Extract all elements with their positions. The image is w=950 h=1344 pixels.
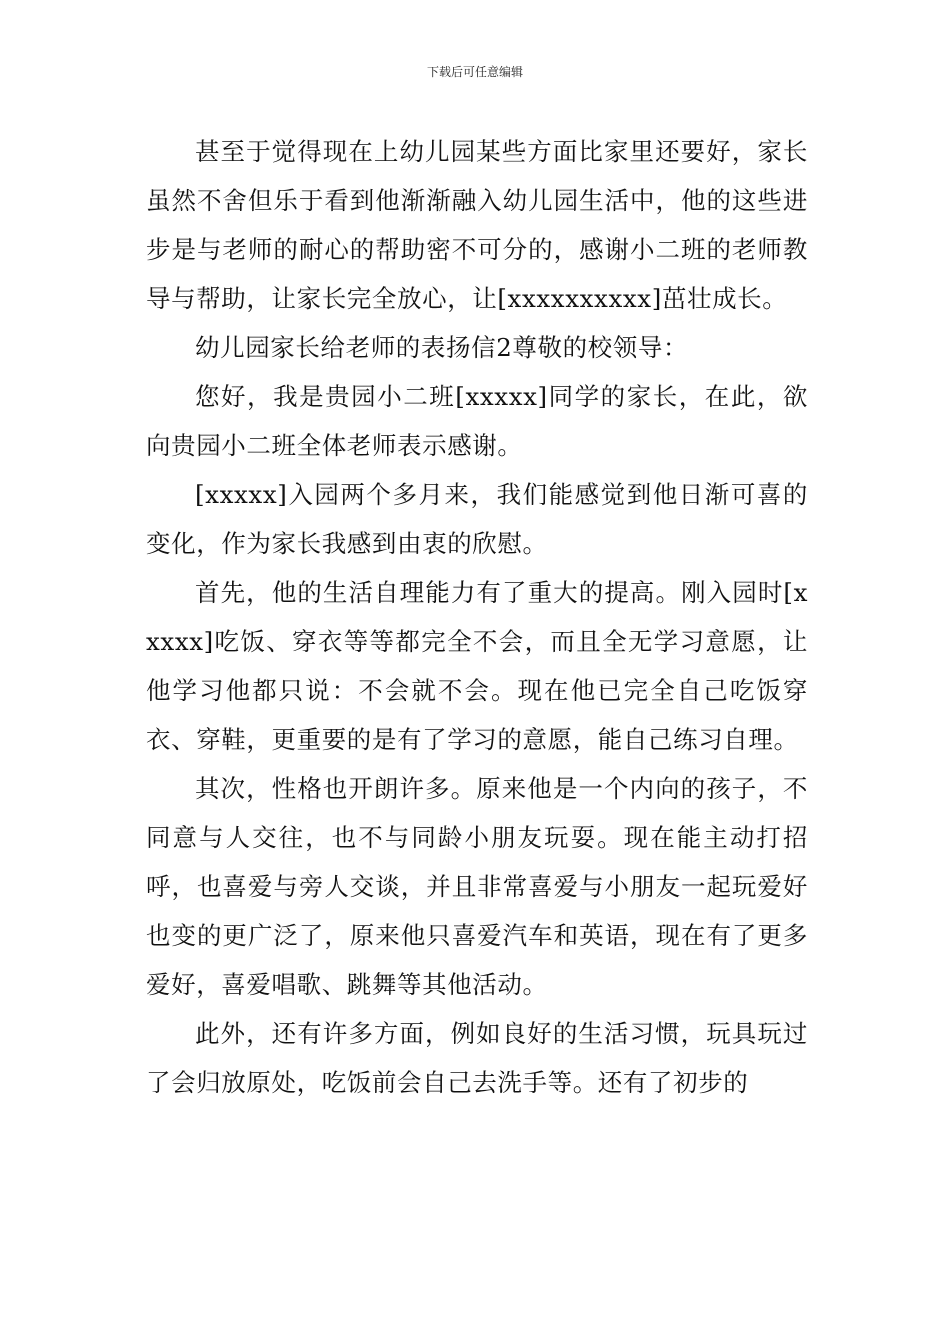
paragraph-3: 您好，我是贵园小二班[xxxxx]同学的家长，在此，欲向贵园小二班全体老师表示感谢。 xyxy=(146,382,808,460)
paragraph-7: 此外，还有许多方面，例如良好的生活习惯，玩具玩过了会归放原处，吃饭前会自己去洗手等。还有了初步的 xyxy=(146,1019,808,1097)
page-header: 下载后可任意编辑 xyxy=(426,65,523,79)
paragraph-1: 甚至于觉得现在上幼儿园某些方面比家里还要好，家长虽然不舍但乐于看到他渐渐融入幼儿园生活中，他的这些进步是与老师的耐心的帮助密不可分的，感谢小二班的老师教导与帮助，让家长完全放心，让[xxxxxxxxxx]茁壮成长。 xyxy=(146,137,808,313)
document-body xyxy=(146,127,808,1107)
paragraph-6: 其次，性格也开朗许多。原来他是一个内向的孩子，不同意与人交往，也不与同龄小朋友玩耍。现在能主动打招呼，也喜爱与旁人交谈，并且非常喜爱与小朋友一起玩爱好也变的更广泛了，原来他只喜爱汽车和英语，现在有了更多爱好，喜爱唱歌、跳舞等其他活动。 xyxy=(146,774,808,999)
paragraph-4: [xxxxx]入园两个多月来，我们能感觉到他日渐可喜的变化，作为家长我感到由衷的欣慰。 xyxy=(146,480,808,558)
paragraph-2: 幼儿园家长给老师的表扬信2尊敬的校领导： xyxy=(195,333,689,362)
paragraph-5: 首先，他的生活自理能力有了重大的提高。刚入园时[xxxxx]吃饭、穿衣等等都完全不会，而且全无学习意愿，让他学习他都只说：不会就不会。现在他已完全自己吃饭穿衣、穿鞋，更重要的是有了学习的意愿，能自己练习自理。 xyxy=(146,578,808,754)
